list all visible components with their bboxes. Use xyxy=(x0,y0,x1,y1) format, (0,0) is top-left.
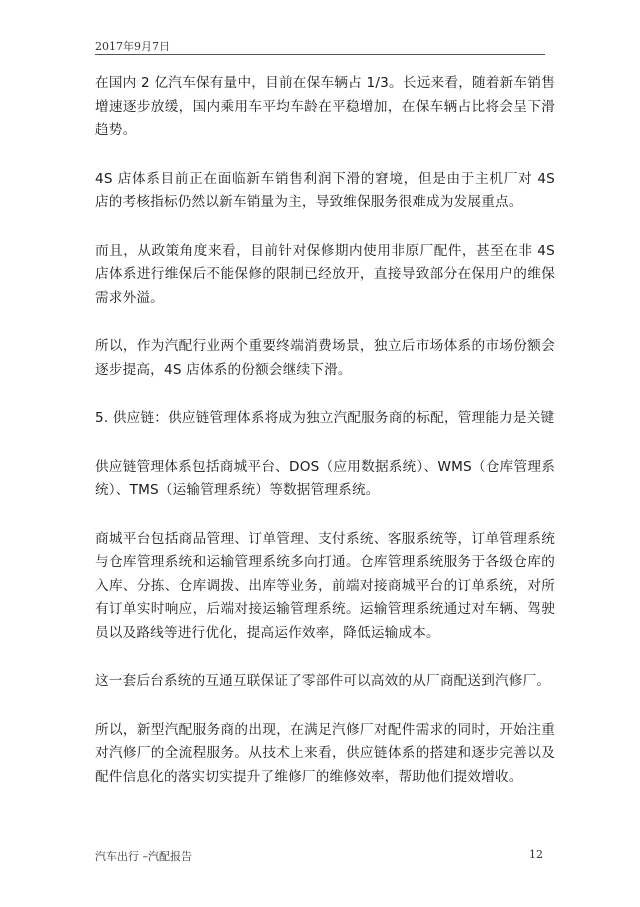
page-header-date: 2017年9月7日 xyxy=(95,40,170,53)
paragraph-7: 商城平台包括商品管理、订单管理、支付系统、客服系统等，订单管理系统与仓库管理系统和运输管理系统多向打通。仓库管理系统服务于各级仓库的入库、分拣、仓库调拨、出库等业务，前端对接商城平台的订单系统，对所有订单实时响应，后端对接运输管理系统。运输管理系统通过对车辆、驾驶员以及路线等进行优化，提高运作效率，降低运输成本。 xyxy=(95,530,555,641)
paragraph-1: 在国内 2 亿汽车保有量中，目前在保车辆占 1/3。长远来看，随着新车销售增速逐步放缓，国内乘用车平均车龄在平稳增加，在保车辆占比将会呈下滑趋势。 xyxy=(95,75,555,138)
page-number: 12 xyxy=(529,848,543,861)
paragraph-4: 所以，作为汽配行业两个重要终端消费场景，独立后市场体系的市场份额会逐步提高，4S 店体系的份额会继续下滑。 xyxy=(95,338,555,378)
header-divider xyxy=(95,54,545,55)
page-footer-title: 汽车出行 –汽配报告 xyxy=(95,850,192,863)
paragraph-6: 供应链管理体系包括商城平台、DOS（应用数据系统）、WMS（仓库管理系统）、TMS（运输管理系统）等数据管理系统。 xyxy=(95,458,555,498)
document-body xyxy=(95,72,555,814)
paragraph-2: 4S 店体系目前正在面临新车销售利润下滑的窘境，但是由于主机厂对 4S 店的考核指标仍然以新车销量为主，导致维保服务很难成为发展重点。 xyxy=(95,170,555,210)
paragraph-8: 这一套后台系统的互通互联保证了零部件可以高效的从厂商配送到汽修厂。 xyxy=(95,673,551,689)
paragraph-9: 所以，新型汽配服务商的出现，在满足汽修厂对配件需求的同时，开始注重对汽修厂的全流程服务。从技术上来看，供应链体系的搭建和逐步完善以及配件信息化的落实切实提升了维修厂的维修效率，帮助他们提效增收。 xyxy=(95,721,555,785)
paragraph-3: 而且，从政策角度来看，目前针对保修期内使用非原厂配件，甚至在非 4S 店体系进行维保后不能保修的限制已经放开，直接导致部分在保用户的维保需求外溢。 xyxy=(95,242,555,306)
section-heading-supply-chain: 5. 供应链：供应链管理体系将成为独立汽配服务商的标配，管理能力是关键 xyxy=(95,410,555,426)
